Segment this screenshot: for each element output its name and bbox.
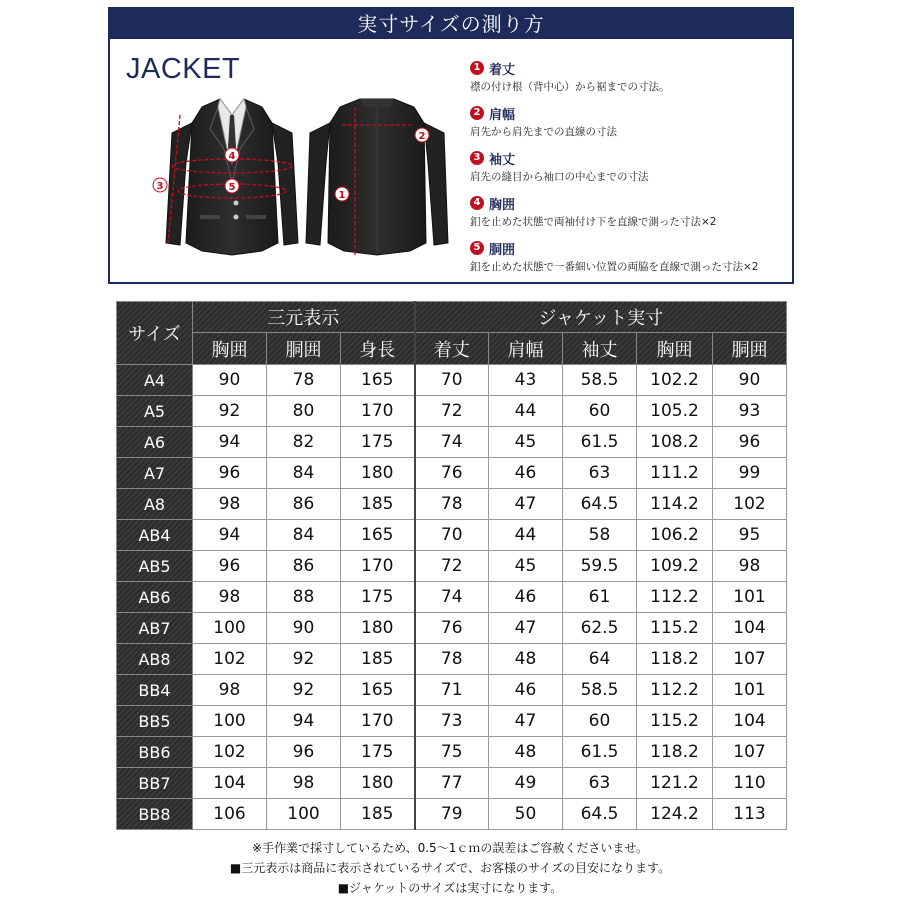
table-cell: 98 (193, 582, 267, 613)
footnotes (0, 838, 900, 898)
marker-4: 4 (228, 151, 236, 162)
table-cell: 98 (193, 489, 267, 520)
table-cell: 86 (267, 489, 341, 520)
size-label-cell: A6 (117, 427, 193, 458)
column-header: 着丈 (415, 333, 489, 365)
column-header: 胴囲 (713, 333, 787, 365)
table-cell: 108.2 (637, 427, 713, 458)
table-cell: 79 (415, 799, 489, 830)
note-sanbu: ■三元表示は商品に表示されているサイズで、お客様のサイズの目安になります。 (229, 861, 671, 875)
table-row (117, 520, 787, 551)
table-cell: 58.5 (563, 675, 637, 706)
table-row (117, 675, 787, 706)
table-cell: 180 (341, 768, 415, 799)
table-cell: 58.5 (563, 365, 637, 396)
table-cell: 102 (193, 644, 267, 675)
measurement-guide-panel (108, 7, 794, 284)
table-cell: 93 (713, 396, 787, 427)
table-cell: 111.2 (637, 458, 713, 489)
table-cell: 46 (489, 582, 563, 613)
table-cell: 115.2 (637, 706, 713, 737)
table-cell: 50 (489, 799, 563, 830)
column-header: 肩幅 (489, 333, 563, 365)
table-row (117, 644, 787, 675)
table-cell: 70 (415, 520, 489, 551)
table-cell: 100 (193, 613, 267, 644)
table-cell: 185 (341, 489, 415, 520)
column-header: 袖丈 (563, 333, 637, 365)
table-cell: 105.2 (637, 396, 713, 427)
table-cell: 72 (415, 551, 489, 582)
table-cell: 106 (193, 799, 267, 830)
table-cell: 96 (193, 551, 267, 582)
step-desc-4: 釦を止めた状態で両袖付け下を直線で測った寸法×2 (470, 216, 717, 228)
table-cell: 180 (341, 613, 415, 644)
table-cell: 118.2 (637, 737, 713, 768)
table-cell: 80 (267, 396, 341, 427)
table-cell: 78 (267, 365, 341, 396)
step-title-5: 胴囲 (489, 242, 516, 258)
table-cell: 92 (267, 644, 341, 675)
size-table (116, 301, 787, 830)
table-cell: 90 (267, 613, 341, 644)
step-number-3: 3 (470, 151, 484, 165)
table-cell: 118.2 (637, 644, 713, 675)
table-cell: 46 (489, 675, 563, 706)
table-cell: 165 (341, 365, 415, 396)
table-cell: 98 (193, 675, 267, 706)
size-label-cell: AB5 (117, 551, 193, 582)
table-cell: 95 (713, 520, 787, 551)
table-cell: 170 (341, 706, 415, 737)
step-5 (470, 239, 790, 284)
table-cell: 64.5 (563, 489, 637, 520)
table-cell: 48 (489, 737, 563, 768)
table-cell: 45 (489, 427, 563, 458)
table-cell: 102.2 (637, 365, 713, 396)
table-cell: 94 (193, 520, 267, 551)
sanbu-group-header: 三元表示 (193, 302, 415, 333)
column-header: 胸囲 (637, 333, 713, 365)
table-cell: 104 (193, 768, 267, 799)
table-row (117, 365, 787, 396)
table-row (117, 396, 787, 427)
size-label-cell: AB4 (117, 520, 193, 551)
jacket-back-image (306, 99, 448, 255)
table-cell: 96 (193, 458, 267, 489)
table-cell: 100 (267, 799, 341, 830)
size-table-body (117, 365, 787, 830)
table-cell: 74 (415, 582, 489, 613)
size-label-cell: A7 (117, 458, 193, 489)
step-number-1: 1 (470, 61, 484, 75)
guide-title: 実寸サイズの測り方 (110, 9, 792, 39)
step-1 (470, 59, 790, 104)
table-cell: 175 (341, 582, 415, 613)
table-cell: 107 (713, 644, 787, 675)
step-desc-5: 釦を止めた状態で一番細い位置の両脇を直線で測った寸法×2 (470, 261, 759, 273)
table-cell: 84 (267, 458, 341, 489)
table-cell: 115.2 (637, 613, 713, 644)
table-cell: 48 (489, 644, 563, 675)
step-desc-1: 襟の付け根（背中心）から裾までの寸法。 (470, 81, 670, 93)
size-label-cell: BB4 (117, 675, 193, 706)
table-cell: 99 (713, 458, 787, 489)
table-row (117, 613, 787, 644)
table-cell: 47 (489, 613, 563, 644)
table-cell: 114.2 (637, 489, 713, 520)
table-cell: 94 (193, 427, 267, 458)
size-label-cell: A5 (117, 396, 193, 427)
table-cell: 175 (341, 427, 415, 458)
table-cell: 98 (713, 551, 787, 582)
table-cell: 64.5 (563, 799, 637, 830)
step-title-1: 着丈 (489, 62, 516, 78)
measurement-steps (470, 59, 790, 284)
table-cell: 62.5 (563, 613, 637, 644)
table-cell: 100 (193, 706, 267, 737)
table-cell: 101 (713, 582, 787, 613)
table-cell: 61.5 (563, 427, 637, 458)
table-cell: 107 (713, 737, 787, 768)
table-cell: 112.2 (637, 675, 713, 706)
table-cell: 90 (193, 365, 267, 396)
table-cell: 47 (489, 706, 563, 737)
table-row (117, 551, 787, 582)
table-cell: 102 (193, 737, 267, 768)
step-desc-3: 肩先の縫目から袖口の中心までの寸法 (470, 171, 649, 183)
table-cell: 185 (341, 799, 415, 830)
step-title-2: 肩幅 (489, 107, 516, 123)
jacket-label: JACKET (126, 53, 241, 85)
table-cell: 73 (415, 706, 489, 737)
table-cell: 185 (341, 644, 415, 675)
size-label-cell: BB7 (117, 768, 193, 799)
table-cell: 74 (415, 427, 489, 458)
size-label-cell: A8 (117, 489, 193, 520)
table-cell: 64 (563, 644, 637, 675)
size-column-header: サイズ (117, 302, 193, 365)
table-cell: 43 (489, 365, 563, 396)
table-cell: 70 (415, 365, 489, 396)
table-cell: 98 (267, 768, 341, 799)
table-cell: 45 (489, 551, 563, 582)
step-desc-2: 肩先から肩先までの直線の寸法 (470, 126, 617, 138)
table-cell: 90 (713, 365, 787, 396)
table-cell: 78 (415, 644, 489, 675)
table-cell: 102 (713, 489, 787, 520)
size-label-cell: AB6 (117, 582, 193, 613)
note-jacket-size: ■ジャケットのサイズは実寸になります。 (337, 881, 563, 895)
size-label-cell: BB6 (117, 737, 193, 768)
table-cell: 165 (341, 675, 415, 706)
table-cell: 110 (713, 768, 787, 799)
table-cell: 124.2 (637, 799, 713, 830)
table-cell: 109.2 (637, 551, 713, 582)
step-title-3: 袖丈 (489, 152, 516, 168)
table-cell: 59.5 (563, 551, 637, 582)
note-tolerance: ※手作業で採寸しているため、0.5～1ｃｍの誤差はご容赦くださいませ。 (252, 841, 648, 855)
size-label-cell: AB8 (117, 644, 193, 675)
step-number-2: 2 (470, 106, 484, 120)
size-label-cell: BB8 (117, 799, 193, 830)
table-cell: 112.2 (637, 582, 713, 613)
table-cell: 84 (267, 520, 341, 551)
table-cell: 104 (713, 613, 787, 644)
table-cell: 180 (341, 458, 415, 489)
table-cell: 106.2 (637, 520, 713, 551)
table-cell: 75 (415, 737, 489, 768)
column-header: 身長 (341, 333, 415, 365)
table-cell: 88 (267, 582, 341, 613)
table-cell: 86 (267, 551, 341, 582)
table-cell: 61.5 (563, 737, 637, 768)
table-cell: 60 (563, 396, 637, 427)
table-cell: 101 (713, 675, 787, 706)
table-cell: 165 (341, 520, 415, 551)
size-label-cell: A4 (117, 365, 193, 396)
table-row (117, 768, 787, 799)
table-cell: 82 (267, 427, 341, 458)
table-cell: 46 (489, 458, 563, 489)
table-cell: 72 (415, 396, 489, 427)
table-row (117, 737, 787, 768)
step-2 (470, 104, 790, 149)
step-number-4: 4 (470, 196, 484, 210)
table-cell: 76 (415, 613, 489, 644)
table-cell: 96 (713, 427, 787, 458)
table-cell: 63 (563, 768, 637, 799)
step-3 (470, 149, 790, 194)
table-cell: 77 (415, 768, 489, 799)
size-label-cell: BB5 (117, 706, 193, 737)
table-cell: 63 (563, 458, 637, 489)
marker-2: 2 (418, 131, 426, 142)
table-cell: 47 (489, 489, 563, 520)
table-cell: 44 (489, 520, 563, 551)
table-cell: 170 (341, 551, 415, 582)
table-cell: 61 (563, 582, 637, 613)
jacket-group-header: ジャケット実寸 (415, 302, 787, 333)
column-header: 胴囲 (267, 333, 341, 365)
step-number-5: 5 (470, 241, 484, 255)
marker-1: 1 (338, 190, 346, 201)
jacket-front-image (153, 99, 298, 255)
size-label-cell: AB7 (117, 613, 193, 644)
table-cell: 104 (713, 706, 787, 737)
table-cell: 49 (489, 768, 563, 799)
marker-3: 3 (156, 181, 164, 192)
table-cell: 92 (193, 396, 267, 427)
table-cell: 44 (489, 396, 563, 427)
table-cell: 71 (415, 675, 489, 706)
marker-5: 5 (228, 182, 236, 193)
column-header: 胸囲 (193, 333, 267, 365)
table-cell: 58 (563, 520, 637, 551)
table-cell: 96 (267, 737, 341, 768)
table-row (117, 489, 787, 520)
table-row (117, 427, 787, 458)
table-cell: 92 (267, 675, 341, 706)
table-row (117, 799, 787, 830)
table-cell: 78 (415, 489, 489, 520)
jacket-illustration (150, 93, 450, 265)
table-cell: 94 (267, 706, 341, 737)
table-cell: 113 (713, 799, 787, 830)
step-4 (470, 194, 790, 239)
table-row (117, 458, 787, 489)
table-row (117, 582, 787, 613)
table-cell: 170 (341, 396, 415, 427)
step-title-4: 胸囲 (489, 197, 516, 213)
table-cell: 60 (563, 706, 637, 737)
table-cell: 175 (341, 737, 415, 768)
table-cell: 121.2 (637, 768, 713, 799)
table-cell: 76 (415, 458, 489, 489)
table-row (117, 706, 787, 737)
